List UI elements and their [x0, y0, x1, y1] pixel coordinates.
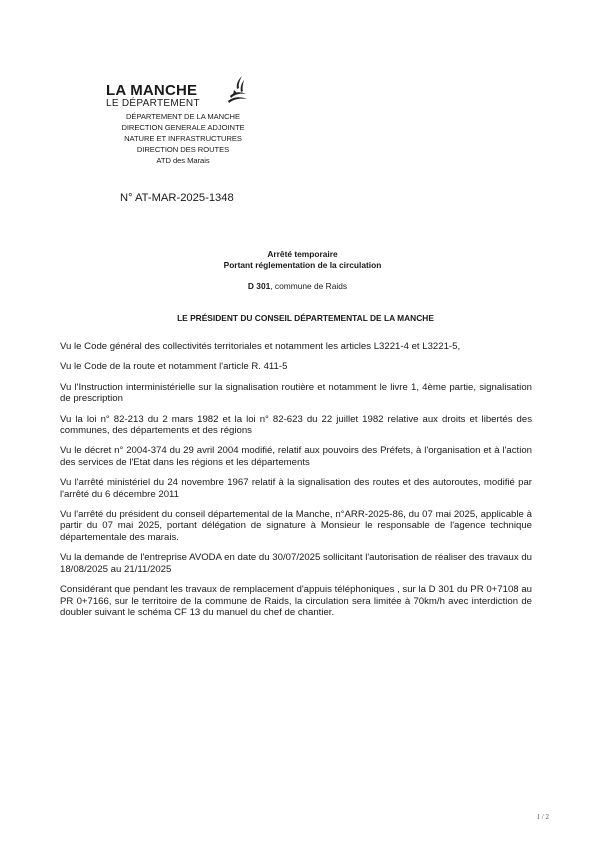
- dept-line-3: NATURE ET INFRASTRUCTURES: [124, 134, 242, 143]
- paragraph: Vu le décret n° 2004-374 du 29 avril 2004 modifié, relatif aux pouvoirs des Préfets, à l'organisation et à l'action des services de l'Etat dans les régions et les départements: [60, 445, 532, 468]
- paragraph: Vu l'arrêté du président du conseil départemental de la Manche, n°ARR-2025-86, du 07 mai 2025, applicable à partir du 07 mai 2025, portant délégation de signature à Monsieur le responsable de l'agence technique départementale des marais.: [60, 509, 532, 543]
- logo-subtitle: LE DÉPARTEMENT: [106, 98, 200, 109]
- paragraph: Vu la loi n° 82-213 du 2 mars 1982 et la loi n° 82-623 du 22 juillet 1982 relative aux droits et libertés des communes, des départements et des régions: [60, 413, 532, 437]
- dept-line-2: DIRECTION GENERALE ADJOINTE: [121, 123, 245, 132]
- page-number: 1 / 2: [536, 813, 549, 821]
- paragraph: Vu le Code de la route et notamment l'article R. 411-5: [60, 361, 288, 373]
- road-name: D 301: [247, 281, 271, 291]
- title-line-1: Arrêté temporaire: [267, 249, 338, 259]
- road-commune: , commune de Raids: [270, 281, 348, 291]
- road-line: [0, 281, 595, 291]
- paragraph: Vu la demande de l'entreprise AVODA en date du 30/07/2025 sollicitant l'autorisation de réaliser des travaux du 18/08/2025 au 21/11/2025: [60, 552, 532, 575]
- department-lines: [94, 111, 272, 166]
- dept-line-5: ATD des Marais: [156, 156, 210, 165]
- president-heading: LE PRÉSIDENT DU CONSEIL DÉPARTEMENTAL DE LA MANCHE: [177, 313, 434, 323]
- document-title: [0, 249, 595, 270]
- paragraph: Vu l'Instruction interministérielle sur la signalisation routière et notamment le livre 1, 4ème partie, signalisation de prescription: [60, 381, 532, 405]
- letterhead: [96, 74, 266, 166]
- logo-title: LA MANCHE: [106, 82, 198, 99]
- manche-logo-icon: [224, 74, 250, 106]
- paragraph: Considérant que pendant les travaux de remplacement d'appuis téléphoniques , sur la D 301 du PR 0+7108 au PR 0+7166, sur le territoire de la commune de Raids, la circulation sera limitée à 70km/h avec interdiction de doubler suivant le schéma CF 13 du manuel du chef de chantier.: [60, 584, 532, 618]
- title-line-2: Portant réglementation de la circulation: [223, 259, 382, 270]
- document-body: [60, 341, 532, 618]
- paragraph: Vu l'arrêté ministériel du 24 novembre 1967 relatif à la signalisation des routes et des autoroutes, modifié par l'arrêté du 6 décembre 2011: [60, 477, 532, 500]
- document-number: N° AT-MAR-2025-1348: [120, 192, 234, 204]
- dept-line-4: DIRECTION DES ROUTES: [136, 145, 230, 154]
- logo: [96, 74, 266, 110]
- paragraph: Vu le Code général des collectivités territoriales et notamment les articles L3221-4 et L3221-5,: [60, 341, 461, 352]
- dept-line-1: DÉPARTEMENT DE LA MANCHE: [126, 112, 240, 121]
